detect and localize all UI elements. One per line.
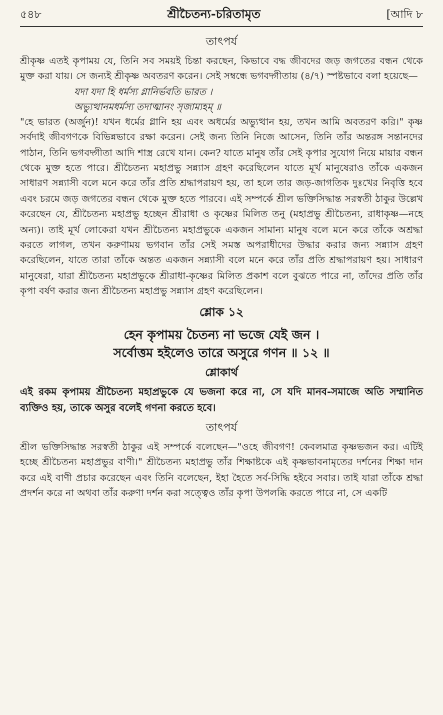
header-rule xyxy=(20,26,423,27)
purport-paragraph-3: শ্রীল ভক্তিসিদ্ধান্ত সরস্বতী ঠাকুর এই সম্পর্কে বলেছেন—"ওহে জীবগণ! কেবলমাত্র কৃষ্ণভজন কর। এটিই হচ্ছে শ্রীচৈতন্য মহাপ্রভুর বাণী।" শ্রীচৈতন্য মহাপ্রভু তাঁর শিক্ষাষ্টকে এই কৃষ্ণভাবনামৃতের দর্শনের শিক্ষা দান করে এই বাণী প্রচার করেছেন এবং তিনি বলেছেন, ইহা হৈতে সর্ব-সিদ্ধি হইবে সবার। তাই যারা তাঁকে শ্রদ্ধা প্রদর্শন করে না অথবা তাঁর করুণা দর্শন করা সত্ত্বেও তাঁর কৃপা উপলব্ধি করতে পারে না, সে একটি xyxy=(20,441,423,499)
purport-paragraph-2: "হে ভারত (অর্জুন)! যখন ধর্মের গ্লানি হয় এবং অধর্মের অভ্যুত্থান হয়, তখন আমি অবতরণ করি।" কৃষ্ণ সর্বদাই জীবগণকে বিভিন্নভাবে রক্ষা করেন। সেই জন্য তিনি নিজে আসেন, তিনি তাঁর অন্তরঙ্গ সন্তানদের পাঠান, তিনি ভগবদ্গীতা আদি শাস্ত্র রেখে যান। কেন? যাতে মানুষ তাঁর সেই কৃপার সুযোগ নিয়ে মায়ার বন্ধন থেকে মুক্ত হতে পারে। শ্রীচৈতন্য মহাপ্রভু সন্ন্যাস গ্রহণ করেছিলেন যাতে মূর্খ মানুষেরাও তাঁকে একজন সাধারণ সন্ন্যাসী বলে মনে করে তাঁর প্রতি শ্রদ্ধাপরায়ণ হয়, তা হলে তার জড়-জাগতিক দুঃখের নিবৃত্তি হবে এবং চরমে জড় জগতের বন্ধন থেকে মুক্ত হতে পারবে। এই সম্পর্কে শ্রীল ভক্তিসিদ্ধান্ত সরস্বতী ঠাকুর উল্লেখ করেছেন যে, শ্রীচৈতন্য মহাপ্রভু হচ্ছেন শ্রীরাধা ও কৃষ্ণের মিলিত তনু (মহাপ্রভু শ্রীচৈতন্য, রাধাকৃষ্ণ—নহে অন্য)। তাই মূর্খ লোকেরা যখন শ্রীচৈতন্য মহাপ্রভুকে একজন সামান্য মানুষ বলে মনে করে তাঁকে অশ্রদ্ধা করতে লাগল, তখন করুণাময় ভগবান তাঁর সেই সমস্ত অপরাধীদের উদ্ধার করার জন্য সন্ন্যাস গ্রহণ করেছিলেন, যাতে তারা তাঁকে অন্তত একজন সন্ন্যাসী বলে মনে করে তাঁর প্রতি শ্রদ্ধাপরায়ণ হয়। সাধারণ মানুষেরা, যারা শ্রীচৈতন্য মহাপ্রভুকে শ্রীরাধা-কৃষ্ণের মিলিত প্রকাশ বলে বুঝতে পারে না, তাঁদের প্রতি তাঁর কৃপা বর্ষণ করার জন্য শ্রীচৈতন্য মহাপ্রভু সন্ন্যাস গ্রহণ করেছিলেন। xyxy=(20,116,423,298)
translation-text: এই রকম কৃপাময় শ্রীচৈতন্য মহাপ্রভুকে যে ভজনা করে না, সে যদি মানব-সমাজে অতি সম্মানিত ব্যক্তিও হয়, তাকে অসুর বলেই গণনা করতে হবে। xyxy=(20,386,423,414)
verse-line-1: হেন কৃপাময় চৈতন্য না ভজে যেই জন । xyxy=(123,326,320,342)
translation-heading: শ্লোকার্থ xyxy=(205,365,238,379)
gita-quote-line-2: অভ্যুত্থানমধর্মস্য তদাত্মানং সৃজাম্যহম্ ॥ xyxy=(74,101,221,113)
gita-quote-line-1: যদা যদা হি ধর্মস্য গ্লানির্ভবতি ভারত । xyxy=(74,86,213,98)
purport-paragraph-1: শ্রীকৃষ্ণ এতই কৃপাময় যে, তিনি সব সময়ই চিন্তা করছেন, কিভাবে বদ্ধ জীবদের জড় জগতের বন্ধন থেকে মুক্ত করা যায়। সে জন্যই শ্রীকৃষ্ণ অবতরণ করেন। সেই সম্বন্ধে ভগবদ্গীতায় (৪/৭) স্পষ্টভাবে বলা হয়েছে— xyxy=(20,56,423,83)
page-number: ৫৪৮ xyxy=(20,8,42,21)
verse-label: শ্লোক ১২ xyxy=(199,304,244,319)
purport-heading: তাৎপর্য xyxy=(205,35,238,48)
purport-heading-2: তাৎপর্য xyxy=(205,420,238,434)
verse-line-2: সর্বোত্তম হইলেও তারে অসুরে গণন ॥ ১২ ॥ xyxy=(113,344,330,360)
page-header xyxy=(20,6,423,26)
running-title: শ্রীচৈতন্য-চরিতামৃত xyxy=(167,7,261,21)
chapter-reference: [আদি ৮ xyxy=(386,8,423,21)
